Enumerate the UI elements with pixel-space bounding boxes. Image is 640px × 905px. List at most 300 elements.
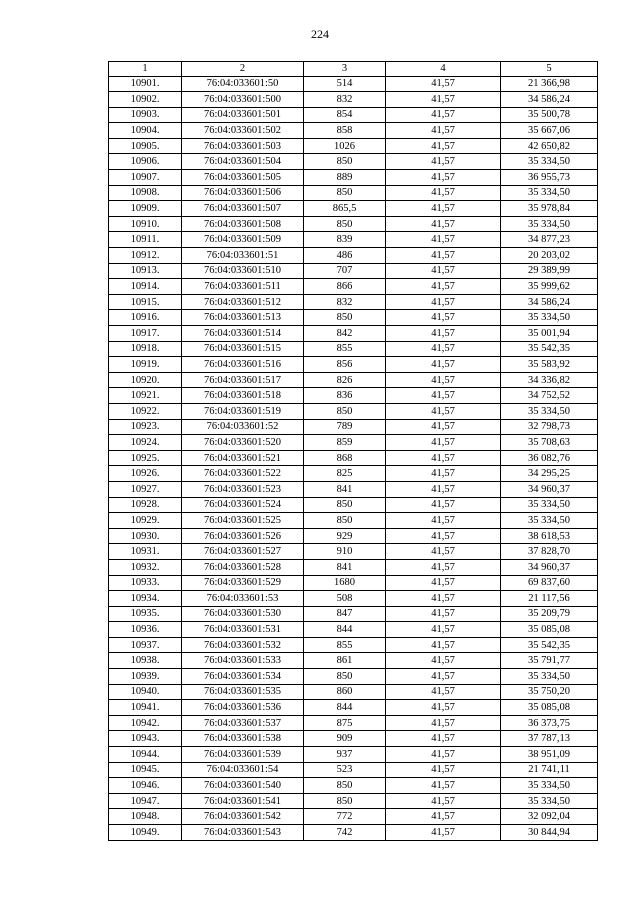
cadastral-number-cell: 76:04:033601:515 (182, 341, 304, 357)
table-row (109, 528, 598, 544)
area-cell: 875 (304, 715, 386, 731)
table-row (109, 669, 598, 685)
row-number-cell: 10917. (109, 326, 182, 342)
amount-cell: 38 618,53 (501, 528, 598, 544)
area-cell: 855 (304, 341, 386, 357)
area-cell: 789 (304, 419, 386, 435)
column-header: 1 (109, 62, 182, 77)
table-row (109, 637, 598, 653)
row-number-cell: 10904. (109, 123, 182, 139)
amount-cell: 35 334,50 (501, 669, 598, 685)
cadastral-number-cell: 76:04:033601:504 (182, 154, 304, 170)
rate-cell: 41,57 (386, 341, 501, 357)
cadastral-number-cell: 76:04:033601:502 (182, 123, 304, 139)
amount-cell: 35 334,50 (501, 216, 598, 232)
amount-cell: 29 389,99 (501, 263, 598, 279)
rate-cell: 41,57 (386, 138, 501, 154)
table-row (109, 715, 598, 731)
row-number-cell: 10938. (109, 653, 182, 669)
table-row (109, 248, 598, 264)
cadastral-number-cell: 76:04:033601:526 (182, 528, 304, 544)
area-cell: 1026 (304, 138, 386, 154)
area-cell: 832 (304, 92, 386, 108)
table-row (109, 559, 598, 575)
row-number-cell: 10943. (109, 731, 182, 747)
area-cell: 844 (304, 622, 386, 638)
rate-cell: 41,57 (386, 170, 501, 186)
cadastral-number-cell: 76:04:033601:542 (182, 809, 304, 825)
cadastral-number-cell: 76:04:033601:519 (182, 403, 304, 419)
area-cell: 850 (304, 310, 386, 326)
amount-cell: 34 877,23 (501, 232, 598, 248)
rate-cell: 41,57 (386, 559, 501, 575)
area-cell: 850 (304, 513, 386, 529)
cadastral-number-cell: 76:04:033601:541 (182, 793, 304, 809)
rate-cell: 41,57 (386, 606, 501, 622)
rate-cell: 41,57 (386, 419, 501, 435)
cadastral-number-cell: 76:04:033601:53 (182, 591, 304, 607)
row-number-cell: 10920. (109, 372, 182, 388)
amount-cell: 30 844,94 (501, 825, 598, 841)
rate-cell: 41,57 (386, 513, 501, 529)
column-header: 5 (501, 62, 598, 77)
amount-cell: 35 708,63 (501, 435, 598, 451)
row-number-cell: 10905. (109, 138, 182, 154)
rate-cell: 41,57 (386, 123, 501, 139)
cadastral-number-cell: 76:04:033601:535 (182, 684, 304, 700)
amount-cell: 35 209,79 (501, 606, 598, 622)
cadastral-number-cell: 76:04:033601:503 (182, 138, 304, 154)
amount-cell: 35 334,50 (501, 310, 598, 326)
rate-cell: 41,57 (386, 435, 501, 451)
table-row (109, 731, 598, 747)
row-number-cell: 10913. (109, 263, 182, 279)
area-cell: 825 (304, 466, 386, 482)
row-number-cell: 10925. (109, 450, 182, 466)
rate-cell: 41,57 (386, 310, 501, 326)
rate-cell: 41,57 (386, 762, 501, 778)
row-number-cell: 10944. (109, 747, 182, 763)
area-cell: 929 (304, 528, 386, 544)
amount-cell: 35 334,50 (501, 185, 598, 201)
cadastral-number-cell: 76:04:033601:51 (182, 248, 304, 264)
amount-cell: 34 295,25 (501, 466, 598, 482)
row-number-cell: 10910. (109, 216, 182, 232)
area-cell: 836 (304, 388, 386, 404)
cadastral-number-cell: 76:04:033601:537 (182, 715, 304, 731)
amount-cell: 35 667,06 (501, 123, 598, 139)
amount-cell: 34 960,37 (501, 559, 598, 575)
cadastral-number-cell: 76:04:033601:509 (182, 232, 304, 248)
table-row (109, 232, 598, 248)
rate-cell: 41,57 (386, 403, 501, 419)
rate-cell: 41,57 (386, 684, 501, 700)
cadastral-number-cell: 76:04:033601:511 (182, 279, 304, 295)
cadastral-number-cell: 76:04:033601:500 (182, 92, 304, 108)
row-number-cell: 10929. (109, 513, 182, 529)
area-cell: 841 (304, 559, 386, 575)
table-row (109, 809, 598, 825)
area-cell: 772 (304, 809, 386, 825)
row-number-cell: 10903. (109, 107, 182, 123)
cadastral-number-cell: 76:04:033601:512 (182, 294, 304, 310)
data-table (108, 61, 598, 841)
rate-cell: 41,57 (386, 201, 501, 217)
table-row (109, 653, 598, 669)
area-cell: 854 (304, 107, 386, 123)
amount-cell: 34 960,37 (501, 481, 598, 497)
area-cell: 860 (304, 684, 386, 700)
cadastral-number-cell: 76:04:033601:505 (182, 170, 304, 186)
row-number-cell: 10908. (109, 185, 182, 201)
amount-cell: 37 787,13 (501, 731, 598, 747)
row-number-cell: 10902. (109, 92, 182, 108)
amount-cell: 34 336,82 (501, 372, 598, 388)
cadastral-number-cell: 76:04:033601:54 (182, 762, 304, 778)
row-number-cell: 10901. (109, 76, 182, 92)
row-number-cell: 10936. (109, 622, 182, 638)
cadastral-number-cell: 76:04:033601:540 (182, 778, 304, 794)
rate-cell: 41,57 (386, 76, 501, 92)
amount-cell: 35 334,50 (501, 154, 598, 170)
rate-cell: 41,57 (386, 653, 501, 669)
table-row (109, 466, 598, 482)
cadastral-number-cell: 76:04:033601:533 (182, 653, 304, 669)
amount-cell: 35 500,78 (501, 107, 598, 123)
cadastral-number-cell: 76:04:033601:532 (182, 637, 304, 653)
area-cell: 850 (304, 497, 386, 513)
rate-cell: 41,57 (386, 622, 501, 638)
cadastral-number-cell: 76:04:033601:513 (182, 310, 304, 326)
cadastral-number-cell: 76:04:033601:538 (182, 731, 304, 747)
rate-cell: 41,57 (386, 700, 501, 716)
area-cell: 866 (304, 279, 386, 295)
cadastral-number-cell: 76:04:033601:501 (182, 107, 304, 123)
row-number-cell: 10942. (109, 715, 182, 731)
table-row (109, 544, 598, 560)
area-cell: 850 (304, 778, 386, 794)
table-header (109, 62, 598, 77)
row-number-cell: 10912. (109, 248, 182, 264)
area-cell: 839 (304, 232, 386, 248)
table-row (109, 762, 598, 778)
cadastral-number-cell: 76:04:033601:514 (182, 326, 304, 342)
row-number-cell: 10940. (109, 684, 182, 700)
header-row (109, 62, 598, 77)
table-row (109, 76, 598, 92)
table-row (109, 357, 598, 373)
table-row (109, 435, 598, 451)
cadastral-number-cell: 76:04:033601:543 (182, 825, 304, 841)
amount-cell: 34 586,24 (501, 92, 598, 108)
table-row (109, 793, 598, 809)
cadastral-number-cell: 76:04:033601:525 (182, 513, 304, 529)
cadastral-number-cell: 76:04:033601:521 (182, 450, 304, 466)
cadastral-number-cell: 76:04:033601:520 (182, 435, 304, 451)
amount-cell: 35 085,08 (501, 622, 598, 638)
row-number-cell: 10933. (109, 575, 182, 591)
row-number-cell: 10937. (109, 637, 182, 653)
amount-cell: 42 650,82 (501, 138, 598, 154)
cadastral-number-cell: 76:04:033601:536 (182, 700, 304, 716)
area-cell: 865,5 (304, 201, 386, 217)
area-cell: 889 (304, 170, 386, 186)
cadastral-number-cell: 76:04:033601:506 (182, 185, 304, 201)
table-row (109, 310, 598, 326)
cadastral-number-cell: 76:04:033601:522 (182, 466, 304, 482)
rate-cell: 41,57 (386, 154, 501, 170)
table-row (109, 201, 598, 217)
table-row (109, 279, 598, 295)
amount-cell: 35 978,84 (501, 201, 598, 217)
row-number-cell: 10948. (109, 809, 182, 825)
table-row (109, 778, 598, 794)
row-number-cell: 10926. (109, 466, 182, 482)
amount-cell: 35 542,35 (501, 341, 598, 357)
rate-cell: 41,57 (386, 809, 501, 825)
row-number-cell: 10949. (109, 825, 182, 841)
cadastral-number-cell: 76:04:033601:516 (182, 357, 304, 373)
cadastral-number-cell: 76:04:033601:530 (182, 606, 304, 622)
area-cell: 850 (304, 793, 386, 809)
row-number-cell: 10934. (109, 591, 182, 607)
table-row (109, 138, 598, 154)
area-cell: 850 (304, 669, 386, 685)
amount-cell: 21 117,56 (501, 591, 598, 607)
area-cell: 826 (304, 372, 386, 388)
area-cell: 707 (304, 263, 386, 279)
table-row (109, 481, 598, 497)
rate-cell: 41,57 (386, 591, 501, 607)
area-cell: 1680 (304, 575, 386, 591)
rate-cell: 41,57 (386, 544, 501, 560)
table-row (109, 92, 598, 108)
row-number-cell: 10918. (109, 341, 182, 357)
rate-cell: 41,57 (386, 248, 501, 264)
area-cell: 937 (304, 747, 386, 763)
table-row (109, 185, 598, 201)
row-number-cell: 10945. (109, 762, 182, 778)
rate-cell: 41,57 (386, 232, 501, 248)
table-row (109, 700, 598, 716)
rate-cell: 41,57 (386, 825, 501, 841)
area-cell: 850 (304, 154, 386, 170)
amount-cell: 35 750,20 (501, 684, 598, 700)
table-row (109, 341, 598, 357)
row-number-cell: 10906. (109, 154, 182, 170)
amount-cell: 36 373,75 (501, 715, 598, 731)
table-row (109, 684, 598, 700)
table-row (109, 294, 598, 310)
row-number-cell: 10931. (109, 544, 182, 560)
amount-cell: 35 334,50 (501, 403, 598, 419)
cadastral-number-cell: 76:04:033601:50 (182, 76, 304, 92)
amount-cell: 34 586,24 (501, 294, 598, 310)
row-number-cell: 10914. (109, 279, 182, 295)
area-cell: 486 (304, 248, 386, 264)
rate-cell: 41,57 (386, 528, 501, 544)
table-row (109, 263, 598, 279)
area-cell: 856 (304, 357, 386, 373)
table-row (109, 170, 598, 186)
amount-cell: 35 334,50 (501, 513, 598, 529)
table-row (109, 591, 598, 607)
cadastral-number-cell: 76:04:033601:531 (182, 622, 304, 638)
rate-cell: 41,57 (386, 185, 501, 201)
amount-cell: 69 837,60 (501, 575, 598, 591)
amount-cell: 32 798,73 (501, 419, 598, 435)
rate-cell: 41,57 (386, 279, 501, 295)
cadastral-number-cell: 76:04:033601:510 (182, 263, 304, 279)
column-header: 4 (386, 62, 501, 77)
rate-cell: 41,57 (386, 637, 501, 653)
table-row (109, 825, 598, 841)
area-cell: 910 (304, 544, 386, 560)
table-row (109, 326, 598, 342)
column-header: 3 (304, 62, 386, 77)
rate-cell: 41,57 (386, 92, 501, 108)
amount-cell: 35 999,62 (501, 279, 598, 295)
cadastral-number-cell: 76:04:033601:508 (182, 216, 304, 232)
rate-cell: 41,57 (386, 747, 501, 763)
page-number: 224 (311, 27, 329, 41)
table-row (109, 388, 598, 404)
area-cell: 850 (304, 216, 386, 232)
area-cell: 855 (304, 637, 386, 653)
area-cell: 742 (304, 825, 386, 841)
amount-cell: 32 092,04 (501, 809, 598, 825)
rate-cell: 41,57 (386, 669, 501, 685)
area-cell: 508 (304, 591, 386, 607)
table-row (109, 747, 598, 763)
rate-cell: 41,57 (386, 107, 501, 123)
table-row (109, 513, 598, 529)
amount-cell: 21 366,98 (501, 76, 598, 92)
cadastral-number-cell: 76:04:033601:52 (182, 419, 304, 435)
area-cell: 832 (304, 294, 386, 310)
table-row (109, 372, 598, 388)
area-cell: 523 (304, 762, 386, 778)
amount-cell: 34 752,52 (501, 388, 598, 404)
table-row (109, 419, 598, 435)
rate-cell: 41,57 (386, 372, 501, 388)
row-number-cell: 10930. (109, 528, 182, 544)
table-body (109, 76, 598, 840)
row-number-cell: 10947. (109, 793, 182, 809)
row-number-cell: 10911. (109, 232, 182, 248)
table-row (109, 107, 598, 123)
table-row (109, 154, 598, 170)
cadastral-number-cell: 76:04:033601:534 (182, 669, 304, 685)
area-cell: 514 (304, 76, 386, 92)
area-cell: 844 (304, 700, 386, 716)
table-row (109, 123, 598, 139)
amount-cell: 20 203,02 (501, 248, 598, 264)
area-cell: 858 (304, 123, 386, 139)
rate-cell: 41,57 (386, 481, 501, 497)
row-number-cell: 10939. (109, 669, 182, 685)
row-number-cell: 10916. (109, 310, 182, 326)
column-header: 2 (182, 62, 304, 77)
amount-cell: 35 791,77 (501, 653, 598, 669)
rate-cell: 41,57 (386, 575, 501, 591)
table-row (109, 403, 598, 419)
amount-cell: 36 955,73 (501, 170, 598, 186)
row-number-cell: 10919. (109, 357, 182, 373)
rate-cell: 41,57 (386, 715, 501, 731)
row-number-cell: 10921. (109, 388, 182, 404)
row-number-cell: 10927. (109, 481, 182, 497)
area-cell: 847 (304, 606, 386, 622)
row-number-cell: 10915. (109, 294, 182, 310)
rate-cell: 41,57 (386, 778, 501, 794)
area-cell: 859 (304, 435, 386, 451)
table-row (109, 622, 598, 638)
cadastral-number-cell: 76:04:033601:523 (182, 481, 304, 497)
rate-cell: 41,57 (386, 731, 501, 747)
amount-cell: 35 334,50 (501, 793, 598, 809)
cadastral-number-cell: 76:04:033601:539 (182, 747, 304, 763)
area-cell: 868 (304, 450, 386, 466)
amount-cell: 35 334,50 (501, 778, 598, 794)
amount-cell: 36 082,76 (501, 450, 598, 466)
amount-cell: 35 085,08 (501, 700, 598, 716)
cadastral-number-cell: 76:04:033601:527 (182, 544, 304, 560)
amount-cell: 35 583,92 (501, 357, 598, 373)
area-cell: 841 (304, 481, 386, 497)
area-cell: 842 (304, 326, 386, 342)
row-number-cell: 10935. (109, 606, 182, 622)
amount-cell: 35 334,50 (501, 497, 598, 513)
amount-cell: 37 828,70 (501, 544, 598, 560)
row-number-cell: 10924. (109, 435, 182, 451)
amount-cell: 21 741,11 (501, 762, 598, 778)
rate-cell: 41,57 (386, 497, 501, 513)
area-cell: 861 (304, 653, 386, 669)
rate-cell: 41,57 (386, 793, 501, 809)
cadastral-number-cell: 76:04:033601:524 (182, 497, 304, 513)
row-number-cell: 10941. (109, 700, 182, 716)
cadastral-number-cell: 76:04:033601:518 (182, 388, 304, 404)
row-number-cell: 10922. (109, 403, 182, 419)
table-row (109, 216, 598, 232)
row-number-cell: 10923. (109, 419, 182, 435)
row-number-cell: 10932. (109, 559, 182, 575)
area-cell: 850 (304, 403, 386, 419)
row-number-cell: 10909. (109, 201, 182, 217)
cadastral-number-cell: 76:04:033601:507 (182, 201, 304, 217)
cadastral-number-cell: 76:04:033601:517 (182, 372, 304, 388)
table-row (109, 497, 598, 513)
amount-cell: 38 951,09 (501, 747, 598, 763)
rate-cell: 41,57 (386, 357, 501, 373)
row-number-cell: 10946. (109, 778, 182, 794)
row-number-cell: 10907. (109, 170, 182, 186)
rate-cell: 41,57 (386, 294, 501, 310)
rate-cell: 41,57 (386, 466, 501, 482)
amount-cell: 35 542,35 (501, 637, 598, 653)
table-row (109, 450, 598, 466)
rate-cell: 41,57 (386, 216, 501, 232)
rate-cell: 41,57 (386, 326, 501, 342)
table-row (109, 575, 598, 591)
amount-cell: 35 001,94 (501, 326, 598, 342)
table-row (109, 606, 598, 622)
rate-cell: 41,57 (386, 263, 501, 279)
cadastral-number-cell: 76:04:033601:529 (182, 575, 304, 591)
rate-cell: 41,57 (386, 388, 501, 404)
row-number-cell: 10928. (109, 497, 182, 513)
